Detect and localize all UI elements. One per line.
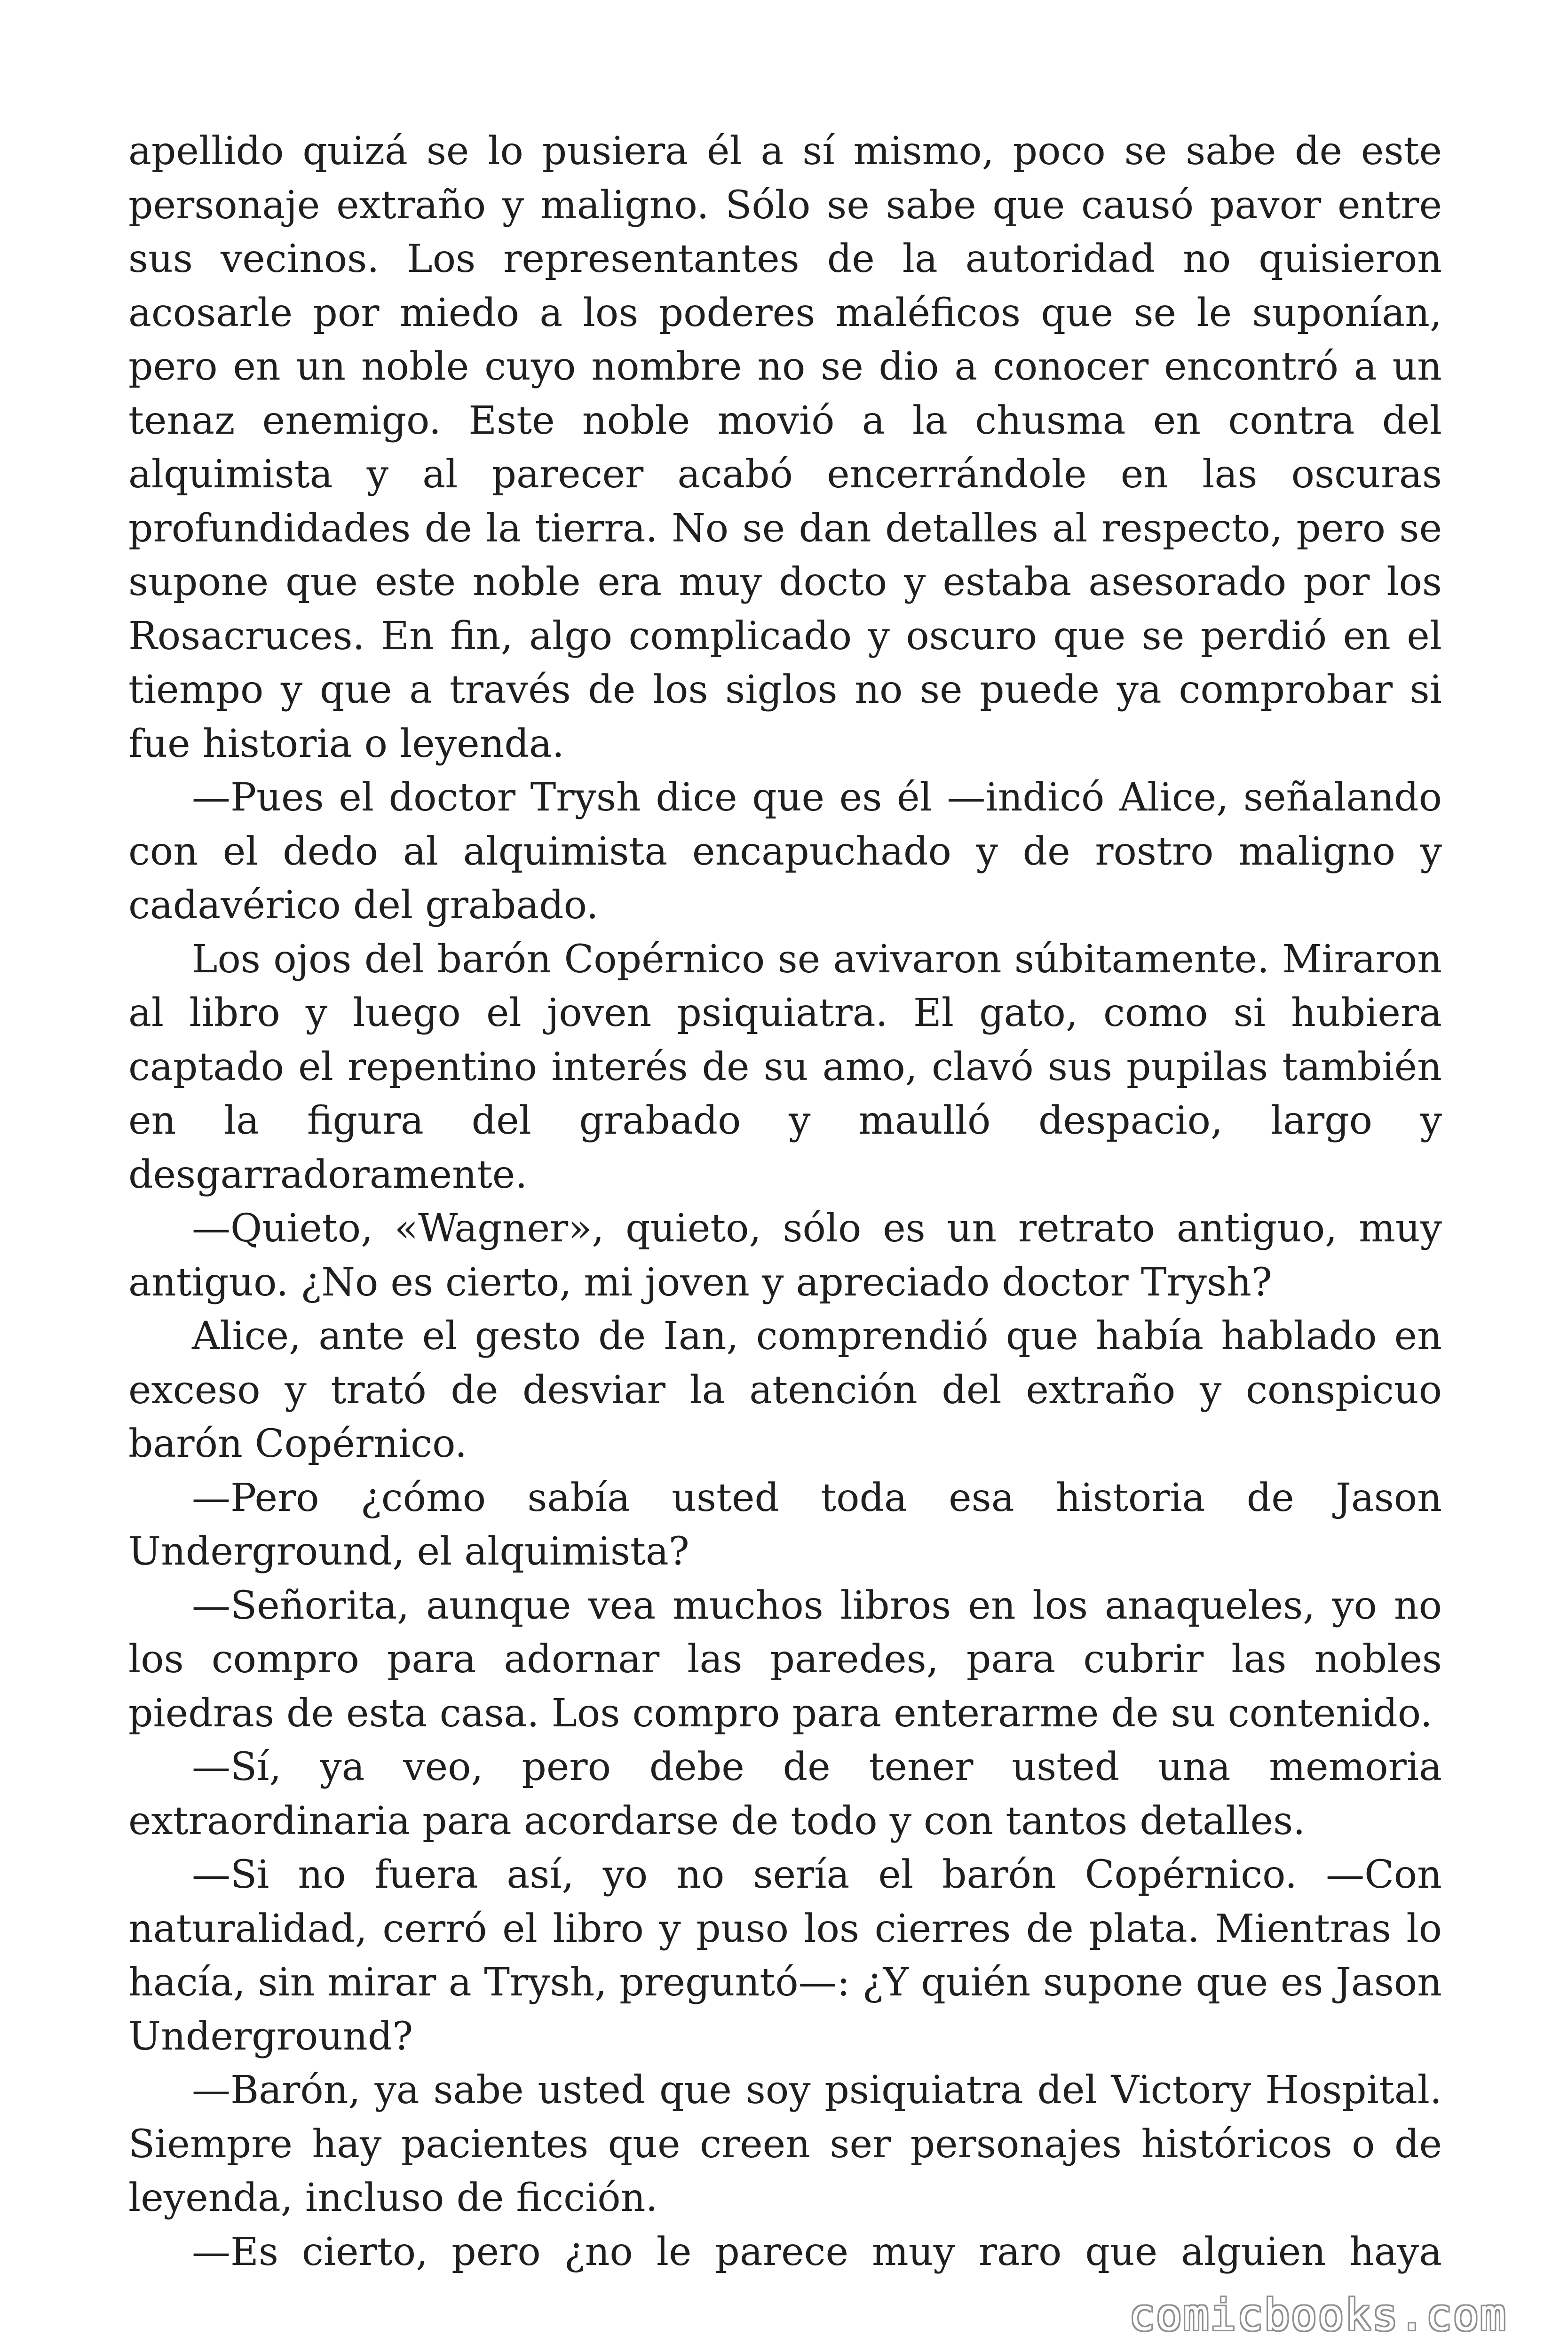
paragraph: Los ojos del barón Copérnico se avivaron súbitamente. Miraron al libro y luego el joven psiquiatra. El gato, como si hubiera captado el repentino interés de su amo, clavó sus pupilas también en la figura del grabado y maulló despacio, largo y desgarradoramente. (128, 937, 1442, 1197)
paragraph: —Si no fuera así, yo no sería el barón Copérnico. —Con naturalidad, cerró el libro y puso los cierres de plata. Mientras lo hacía, sin mirar a Trysh, preguntó—: ¿Y quién supone que es Jason Underground? (128, 1852, 1442, 2059)
paragraph: —Pues el doctor Trysh dice que es él —indicó Alice, señalando con el dedo al alquimista encapuchado y de rostro maligno y cadavérico del grabado. (128, 775, 1442, 928)
paragraph-truncated: —Es cierto, pero ¿no le parece muy raro que alguien haya (192, 2229, 1442, 2274)
paragraph: —Barón, ya sabe usted que soy psiquiatra del Victory Hospital. Siempre hay pacientes que creen ser personajes históricos o de leyenda, incluso de ficción. (128, 2068, 1442, 2220)
book-page-body (128, 125, 1442, 2288)
paragraph-continued: apellido quizá se lo pusiera él a sí mismo, poco se sabe de este personaje extraño y maligno. Sólo se sabe que causó pavor entre sus vecinos. Los representantes de la autoridad no quisieron acosarle por miedo a los poderes maléficos que se le suponían, pero en un noble cuyo nombre no se dio a conocer encontró a un tenaz enemigo. Este noble movió a la chusma en contra del alquimista y al parecer acabó encerrándole en las oscuras profundidades de la tierra. No se dan detalles al respecto, pero se supone que este noble era muy docto y estaba asesorado por los Rosacruces. En fin, algo complicado y oscuro que se perdió en el tiempo y que a través de los siglos no se puede ya comprobar si fue historia o leyenda. (128, 129, 1442, 766)
paragraph: —Pero ¿cómo sabía usted toda esa historia de Jason Underground, el alquimista? (128, 1475, 1442, 1574)
paragraph: —Sí, ya veo, pero debe de tener usted una memoria extraordinaria para acordarse de todo y con tantos detalles. (128, 1745, 1442, 1843)
watermark: comicbooks.com (1129, 2290, 1507, 2340)
paragraph: —Quieto, «Wagner», quieto, sólo es un retrato antiguo, muy antiguo. ¿No es cierto, mi joven y apreciado doctor Trysh? (128, 1206, 1442, 1305)
paragraph: —Señorita, aunque vea muchos libros en los anaqueles, yo no los compro para adornar las paredes, para cubrir las nobles piedras de esta casa. Los compro para enterarme de su contenido. (128, 1583, 1442, 1736)
paragraph: Alice, ante el gesto de Ian, comprendió que había hablado en exceso y trató de desviar la atención del extraño y conspicuo barón Copérnico. (128, 1314, 1442, 1466)
